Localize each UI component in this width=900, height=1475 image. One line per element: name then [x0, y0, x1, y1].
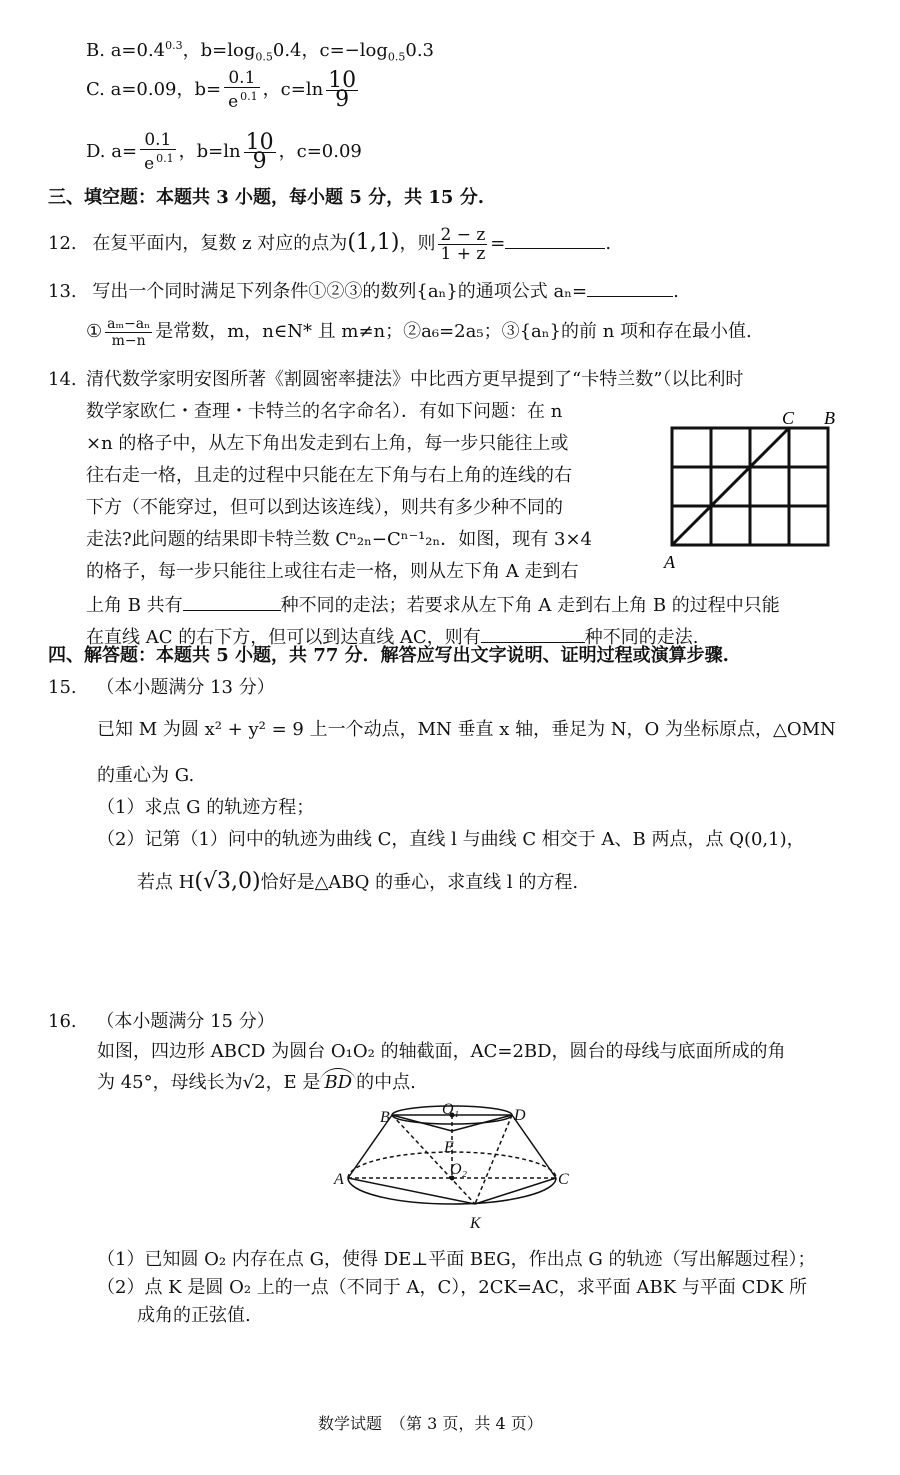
- option-label: D.: [86, 141, 106, 162]
- denominator: 9: [335, 86, 350, 112]
- numerator: 0.1: [224, 69, 260, 88]
- fraction: [326, 67, 358, 112]
- question-number: 13.: [48, 281, 77, 302]
- option-d-c: ，c=0.09: [278, 141, 362, 162]
- option-d: [86, 126, 362, 178]
- question-16-part-2b: 成角的正弦值.: [137, 1305, 251, 1326]
- option-b: [86, 34, 434, 70]
- label-a: A: [334, 1171, 344, 1188]
- question-text: 若点 H: [137, 872, 195, 893]
- grid-figure: [660, 406, 850, 576]
- label-c: C: [782, 408, 795, 428]
- denominator: e: [228, 91, 239, 112]
- question-16-stem-2: [97, 1068, 416, 1096]
- question-number: 16.: [48, 1011, 77, 1032]
- label-a: A: [664, 552, 675, 572]
- fraction: [438, 226, 487, 263]
- question-12: [48, 218, 611, 268]
- question-15-part-2b: [137, 864, 578, 900]
- label-b: B: [824, 408, 835, 428]
- section-3-title: 三、填空题：本题共 3 小题，每小题 5 分，共 15 分.: [48, 187, 484, 208]
- label-e: E: [444, 1139, 454, 1156]
- question-14-line: 走法?此问题的结果即卡特兰数 Cⁿ₂ₙ−Cⁿ⁻¹₂ₙ．如图，现有 3×4: [86, 529, 593, 550]
- question-15-stem-2: 的重心为 G.: [97, 765, 195, 786]
- circled-one: ①: [86, 321, 103, 342]
- option-c: [86, 66, 361, 114]
- answer-blank[interactable]: [587, 278, 673, 297]
- fraction: [224, 69, 260, 111]
- question-16-stem: 如图，四边形 ABCD 为圆台 O₁O₂ 的轴截面，AC=2BD，圆台的母线与底面所成的角: [97, 1041, 786, 1062]
- question-number: 12.: [48, 233, 77, 254]
- question-text: 恰好是△ABQ 的垂心，求直线 l 的方程.: [260, 872, 579, 893]
- segment-de: [452, 1115, 512, 1131]
- point: (1,1): [347, 230, 400, 255]
- label-o2: O₂: [450, 1161, 468, 1178]
- segment-ak: [348, 1178, 475, 1204]
- question-text: 种不同的走法；若要求从左下角 A 走到右上角 B 的过程中只能: [280, 595, 780, 616]
- denominator: e: [144, 153, 155, 174]
- option-b-c-value: 0.3: [405, 40, 435, 61]
- question-14-number: 14.: [48, 369, 77, 390]
- section-4-title: 四、解答题：本题共 5 小题，共 77 分．解答应写出文字说明、证明过程或演算步骤.: [48, 645, 729, 666]
- question-text: 种不同的走法.: [584, 627, 699, 648]
- question-14-line: 清代数学家明安图所著《割圆密率捷法》中比西方更早提到了“卡特兰数”（以比利时: [86, 369, 744, 390]
- arc-bd: BD: [320, 1068, 356, 1097]
- question-15-header: [48, 676, 275, 700]
- question-13-conditions: [86, 310, 752, 354]
- question-14-line: 往右走一格，且走的过程中只能在左下角与右上角的连线的右: [86, 465, 572, 486]
- option-label: C.: [86, 79, 105, 100]
- numerator: 10: [245, 129, 274, 155]
- question-14-line-8: [86, 592, 780, 618]
- answer-blank[interactable]: [481, 624, 585, 643]
- exponent: 0.1: [240, 90, 258, 104]
- point-h: (√3,0): [194, 869, 261, 894]
- question-16-part-2: （2）点 K 是圆 O₂ 上的一点（不同于 A，C），2CK=AC，求平面 ABK 与平面 CDK 所: [97, 1277, 807, 1298]
- equals: =: [490, 233, 506, 254]
- fraction: [105, 316, 152, 349]
- question-text: 为 45°，母线长为: [97, 1072, 243, 1093]
- label-c: C: [558, 1171, 569, 1188]
- log-base: 0.5: [255, 50, 273, 64]
- fraction: [244, 129, 276, 174]
- question-text: 在直线 AC 的右下方，但可以到达直线 AC，则有: [86, 627, 481, 648]
- question-14-line: 数学家欧仁・查理・卡特兰的名字命名）．有如下问题：在 n: [86, 401, 563, 422]
- question-text: 上角 B 共有: [86, 595, 183, 616]
- numerator: 10: [328, 67, 357, 93]
- option-label: B.: [86, 40, 105, 61]
- option-c-c: ，c=ln: [262, 79, 324, 100]
- exponent: 0.3: [165, 39, 183, 52]
- answer-blank[interactable]: [505, 230, 605, 249]
- option-b-b: ，b=log: [182, 40, 256, 61]
- question-text: 写出一个同时满足下列条件①②③的数列{aₙ}的通项公式 aₙ=: [92, 281, 588, 302]
- frustum-figure: [330, 1098, 580, 1238]
- score-note: （本小题满分 13 分）: [96, 677, 275, 698]
- label-b: B: [380, 1109, 390, 1126]
- answer-blank[interactable]: [183, 592, 281, 611]
- denominator: 9: [252, 148, 267, 174]
- question-15-stem: 已知 M 为圆 x² + y² = 9 上一个动点，MN 垂直 x 轴，垂足为 N，O 为坐标原点，△OMN: [97, 719, 836, 740]
- option-c-a: a=0.09，b=: [110, 79, 222, 100]
- label-d: D: [514, 1107, 526, 1124]
- generatrix-dc: [512, 1115, 556, 1178]
- diagonal-ac: [672, 428, 789, 545]
- option-b-c: 0.4，c=−log: [272, 40, 388, 61]
- question-16-part-1: （1）已知圆 O₂ 内存在点 G，使得 DE⊥平面 BEG，作出点 G 的轨迹（写出解题过程）；: [97, 1249, 816, 1270]
- question-15-part-2: （2）记第（1）问中的轨迹为曲线 C，直线 l 与曲线 C 相交于 A、B 两点，点 Q(0,1)，: [97, 829, 805, 850]
- score-note: （本小题满分 15 分）: [96, 1011, 275, 1032]
- question-number: 15.: [48, 677, 77, 698]
- bottom-circle-front: [348, 1178, 556, 1204]
- sqrt-two: √2: [242, 1072, 266, 1093]
- segment-dk: [475, 1115, 512, 1204]
- denominator: 1 + z: [440, 243, 486, 264]
- option-d-b: ，b=ln: [178, 141, 241, 162]
- numerator: 2 − z: [440, 224, 486, 245]
- question-15-part-1: （1）求点 G 的轨迹方程；: [97, 797, 315, 818]
- numerator: 0.1: [140, 131, 176, 150]
- exponent: 0.1: [156, 152, 174, 166]
- numerator: aₘ−aₙ: [107, 315, 151, 332]
- conditions-text: 是常数，m，n∈N* 且 m≠n；②a₆=2a₅；③{aₙ}的前 n 项和存在最小值.: [155, 321, 752, 342]
- question-text: ，E 是: [265, 1072, 321, 1093]
- question-14-line: 的格子，每一步只能往上或往右走一格，则从左下角 A 走到右: [86, 561, 579, 582]
- option-d-a: a=: [111, 141, 138, 162]
- question-text: 在复平面内，复数 z 对应的点为: [92, 233, 348, 254]
- denominator: m−n: [111, 332, 146, 349]
- question-16-header: [48, 1010, 275, 1034]
- question-14-line: 下方（不能穿过，但可以到达该连线），则共有多少种不同的: [86, 497, 563, 518]
- question-text: ，则: [399, 233, 436, 254]
- period: .: [673, 281, 679, 302]
- label-o1: O₁: [442, 1101, 460, 1118]
- question-13: [48, 278, 679, 304]
- label-k: K: [470, 1215, 481, 1232]
- option-b-a: a=0.4: [110, 40, 166, 61]
- page-footer: 数学试题 （第 3 页，共 4 页）: [318, 1414, 543, 1433]
- question-text: 的中点.: [356, 1072, 416, 1093]
- question-14-line: ×n 的格子中，从左下角出发走到右上角，每一步只能往上或: [86, 433, 569, 454]
- period: .: [605, 233, 612, 254]
- fraction: [140, 131, 176, 173]
- log-base: 0.5: [387, 50, 406, 64]
